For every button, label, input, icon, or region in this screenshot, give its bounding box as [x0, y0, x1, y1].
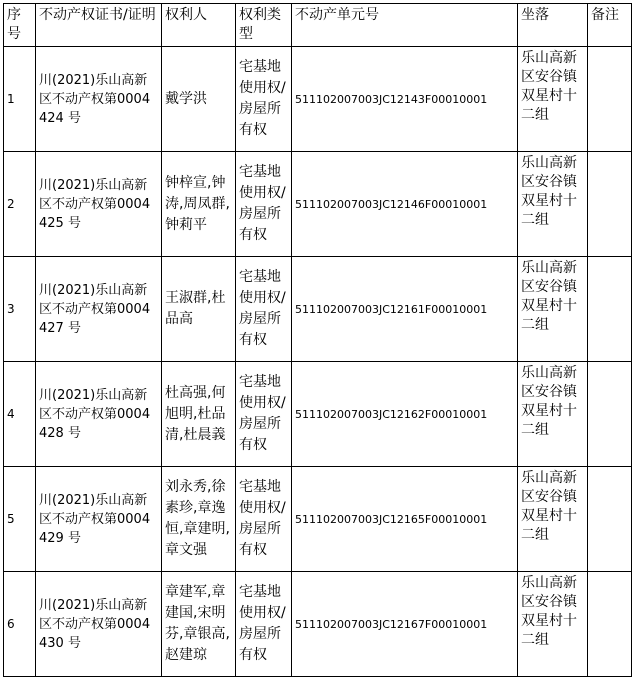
cell-cert: 川(2021)乐山高新区不动产权第0004425 号: [36, 152, 162, 257]
cell-unit-no: 511102007003JC12165F00010001: [292, 467, 518, 572]
cell-rights-type: 宅基地使用权/房屋所有权: [236, 152, 292, 257]
cell-cert: 川(2021)乐山高新区不动产权第0004427 号: [36, 257, 162, 362]
cell-remark: [588, 467, 632, 572]
cell-seq: 5: [4, 467, 36, 572]
header-cert: 不动产权证书/证明: [36, 4, 162, 47]
cell-unit-no: 511102007003JC12146F00010001: [292, 152, 518, 257]
header-unit-no: 不动产单元号: [292, 4, 518, 47]
cell-owner: 王淑群,杜品高: [162, 257, 236, 362]
cell-unit-no: 511102007003JC12161F00010001: [292, 257, 518, 362]
table-row: [4, 362, 632, 467]
cell-owner: 戴学洪: [162, 47, 236, 152]
property-rights-table: [3, 3, 632, 677]
header-location: 坐落: [518, 4, 588, 47]
table-row: [4, 467, 632, 572]
cell-cert: 川(2021)乐山高新区不动产权第0004428 号: [36, 362, 162, 467]
cell-unit-no: 511102007003JC12162F00010001: [292, 362, 518, 467]
header-rights-type: 权利类型: [236, 4, 292, 47]
table-row: [4, 152, 632, 257]
header-row: [4, 4, 632, 47]
cell-rights-type: 宅基地使用权/房屋所有权: [236, 362, 292, 467]
cell-location: 乐山高新区安谷镇双星村十二组: [518, 257, 588, 362]
cell-remark: [588, 152, 632, 257]
table-row: [4, 47, 632, 152]
cell-seq: 3: [4, 257, 36, 362]
cell-rights-type: 宅基地使用权/房屋所有权: [236, 47, 292, 152]
cell-rights-type: 宅基地使用权/房屋所有权: [236, 257, 292, 362]
cell-seq: 6: [4, 572, 36, 677]
cell-cert: 川(2021)乐山高新区不动产权第0004430 号: [36, 572, 162, 677]
cell-rights-type: 宅基地使用权/房屋所有权: [236, 572, 292, 677]
cell-rights-type: 宅基地使用权/房屋所有权: [236, 467, 292, 572]
table-row: [4, 257, 632, 362]
cell-cert: 川(2021)乐山高新区不动产权第0004429 号: [36, 467, 162, 572]
cell-location: 乐山高新区安谷镇双星村十二组: [518, 467, 588, 572]
cell-owner: 杜高强,何旭明,杜品清,杜晨義: [162, 362, 236, 467]
cell-location: 乐山高新区安谷镇双星村十二组: [518, 47, 588, 152]
cell-seq: 4: [4, 362, 36, 467]
cell-seq: 2: [4, 152, 36, 257]
cell-owner: 章建军,章建国,宋明芬,章银高,赵建琼: [162, 572, 236, 677]
cell-owner: 钟梓宣,钟涛,周凤群,钟莉平: [162, 152, 236, 257]
cell-seq: 1: [4, 47, 36, 152]
header-remark: 备注: [588, 4, 632, 47]
cell-remark: [588, 47, 632, 152]
cell-cert: 川(2021)乐山高新区不动产权第0004424 号: [36, 47, 162, 152]
cell-remark: [588, 572, 632, 677]
cell-unit-no: 511102007003JC12143F00010001: [292, 47, 518, 152]
cell-remark: [588, 362, 632, 467]
cell-location: 乐山高新区安谷镇双星村十二组: [518, 572, 588, 677]
cell-owner: 刘永秀,徐素珍,章逸恒,章建明,章文强: [162, 467, 236, 572]
header-owner: 权利人: [162, 4, 236, 47]
cell-remark: [588, 257, 632, 362]
cell-location: 乐山高新区安谷镇双星村十二组: [518, 152, 588, 257]
cell-unit-no: 511102007003JC12167F00010001: [292, 572, 518, 677]
table-row: [4, 572, 632, 677]
header-seq: 序号: [4, 4, 36, 47]
cell-location: 乐山高新区安谷镇双星村十二组: [518, 362, 588, 467]
